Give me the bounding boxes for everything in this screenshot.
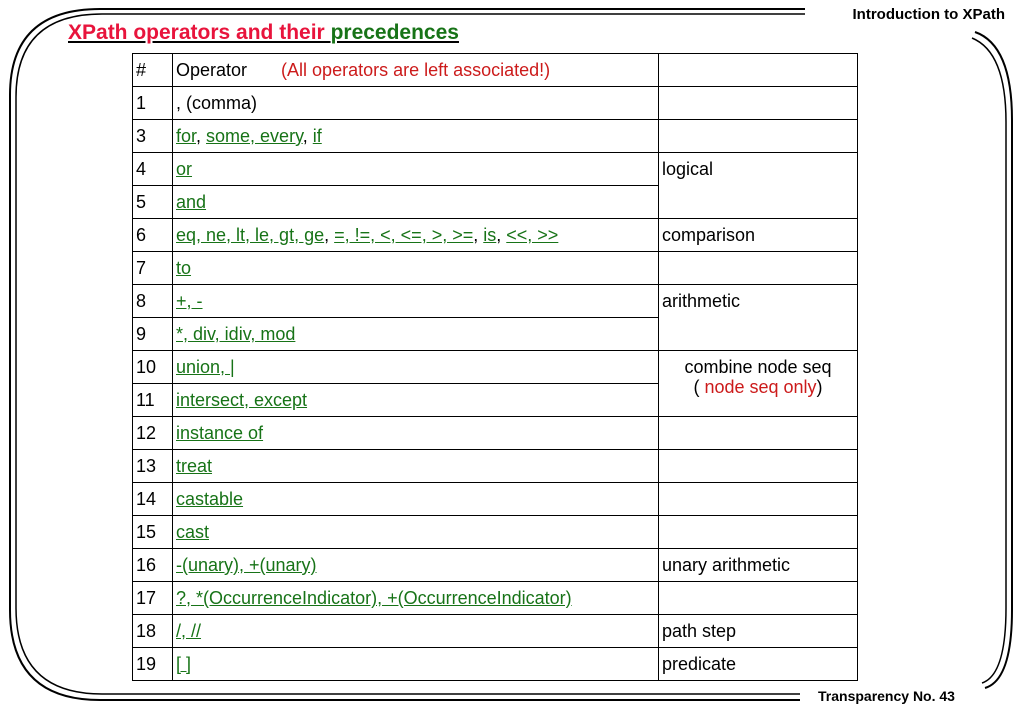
- title-part-1: XPath operators and their: [68, 21, 331, 44]
- row-num: 6: [133, 219, 173, 252]
- table-row: [133, 483, 858, 516]
- row-num: 14: [133, 483, 173, 516]
- table-row: [133, 582, 858, 615]
- row-category: [659, 252, 858, 285]
- row-num: 19: [133, 648, 173, 681]
- paren-open: (: [693, 377, 705, 397]
- row-num: 9: [133, 318, 173, 351]
- table-row: [133, 450, 858, 483]
- separator: ,: [473, 225, 484, 245]
- row-operator: [173, 153, 659, 186]
- operator-link[interactable]: for: [176, 126, 197, 146]
- paren-close: ): [816, 377, 823, 397]
- operator-link[interactable]: if: [312, 126, 322, 146]
- row-category: [659, 516, 858, 549]
- category-arithmetic: arithmetic: [659, 285, 858, 351]
- row-operator: [173, 219, 659, 252]
- page-number: Transparency No. 43: [818, 688, 955, 704]
- header-num: #: [133, 54, 173, 87]
- table-row: [133, 252, 858, 285]
- combine-line-2: [662, 377, 854, 397]
- table-row: [133, 120, 858, 153]
- row-operator: [173, 516, 659, 549]
- operator-link[interactable]: <<, >>: [506, 225, 559, 245]
- row-num: 13: [133, 450, 173, 483]
- row-num: 15: [133, 516, 173, 549]
- operator-link[interactable]: -(unary), +(unary): [176, 555, 317, 575]
- row-num: 12: [133, 417, 173, 450]
- operator-link[interactable]: is: [483, 225, 497, 245]
- row-operator: , (comma): [173, 87, 659, 120]
- operator-link[interactable]: eq, ne, lt, le, gt, ge: [176, 225, 325, 245]
- separator: ,: [496, 225, 507, 245]
- row-operator: [173, 483, 659, 516]
- node-seq-only-note: node seq only: [704, 377, 817, 397]
- row-operator: [173, 582, 659, 615]
- row-operator: [173, 351, 659, 384]
- row-operator: [173, 417, 659, 450]
- row-category: [659, 417, 858, 450]
- table-row: [133, 648, 858, 681]
- separator: ,: [302, 126, 313, 146]
- row-num: 1: [133, 87, 173, 120]
- category-unary-arithmetic: unary arithmetic: [659, 549, 858, 582]
- table-row: [133, 285, 858, 318]
- row-num: 16: [133, 549, 173, 582]
- table-row: [133, 351, 858, 384]
- row-category: [659, 582, 858, 615]
- row-category: [659, 483, 858, 516]
- separator: ,: [196, 126, 207, 146]
- course-title: Introduction to XPath: [852, 6, 1005, 23]
- table-row: [133, 87, 858, 120]
- category-combine-node-seq: [659, 351, 858, 417]
- operator-link[interactable]: *, div, idiv, mod: [176, 324, 296, 344]
- row-operator: [173, 384, 659, 417]
- operator-link[interactable]: treat: [176, 456, 213, 476]
- precedence-table: [132, 53, 858, 681]
- table-header-row: [133, 54, 858, 87]
- category-comparison: comparison: [659, 219, 858, 252]
- header-operator-label: Operator: [176, 60, 248, 80]
- operator-link[interactable]: instance of: [176, 423, 264, 443]
- header-note: (All operators are left associated!): [281, 60, 551, 80]
- operator-link[interactable]: cast: [176, 522, 210, 542]
- table-row: [133, 615, 858, 648]
- row-num: 11: [133, 384, 173, 417]
- operator-link[interactable]: /, //: [176, 621, 202, 641]
- row-num: 4: [133, 153, 173, 186]
- row-num: 8: [133, 285, 173, 318]
- operator-link[interactable]: to: [176, 258, 192, 278]
- operator-link[interactable]: union, |: [176, 357, 235, 377]
- title-part-2: precedences: [330, 21, 459, 44]
- header-category: [659, 54, 858, 87]
- row-operator: [173, 648, 659, 681]
- row-operator: [173, 549, 659, 582]
- operator-link[interactable]: [ ]: [176, 654, 192, 674]
- header-operator: [173, 54, 659, 87]
- row-operator: [173, 615, 659, 648]
- row-operator: [173, 450, 659, 483]
- row-category: [659, 120, 858, 153]
- operator-link[interactable]: ?, *(OccurrenceIndicator), +(OccurrenceIndicator): [176, 588, 572, 608]
- operator-link[interactable]: and: [176, 192, 207, 212]
- combine-line-1: combine node seq: [684, 357, 832, 377]
- row-category: [659, 87, 858, 120]
- row-num: 5: [133, 186, 173, 219]
- row-operator: [173, 186, 659, 219]
- row-num: 7: [133, 252, 173, 285]
- operator-link[interactable]: castable: [176, 489, 244, 509]
- operator-link[interactable]: some, every: [206, 126, 303, 146]
- category-path-step: path step: [659, 615, 858, 648]
- category-logical: logical: [659, 153, 858, 219]
- operator-link[interactable]: =, !=, <, <=, >, >=: [334, 225, 474, 245]
- row-operator: [173, 120, 659, 153]
- row-operator: [173, 252, 659, 285]
- row-operator: [173, 285, 659, 318]
- row-operator: [173, 318, 659, 351]
- table-row: [133, 219, 858, 252]
- operator-link[interactable]: or: [176, 159, 193, 179]
- row-num: 3: [133, 120, 173, 153]
- table-row: [133, 153, 858, 186]
- category-predicate: predicate: [659, 648, 858, 681]
- row-num: 18: [133, 615, 173, 648]
- operator-link[interactable]: intersect, except: [176, 390, 308, 410]
- table-row: [133, 516, 858, 549]
- page-title: [68, 21, 459, 45]
- separator: ,: [324, 225, 335, 245]
- table-row: [133, 549, 858, 582]
- table-row: [133, 417, 858, 450]
- row-num: 10: [133, 351, 173, 384]
- row-num: 17: [133, 582, 173, 615]
- operator-link[interactable]: +, -: [176, 291, 203, 311]
- row-category: [659, 450, 858, 483]
